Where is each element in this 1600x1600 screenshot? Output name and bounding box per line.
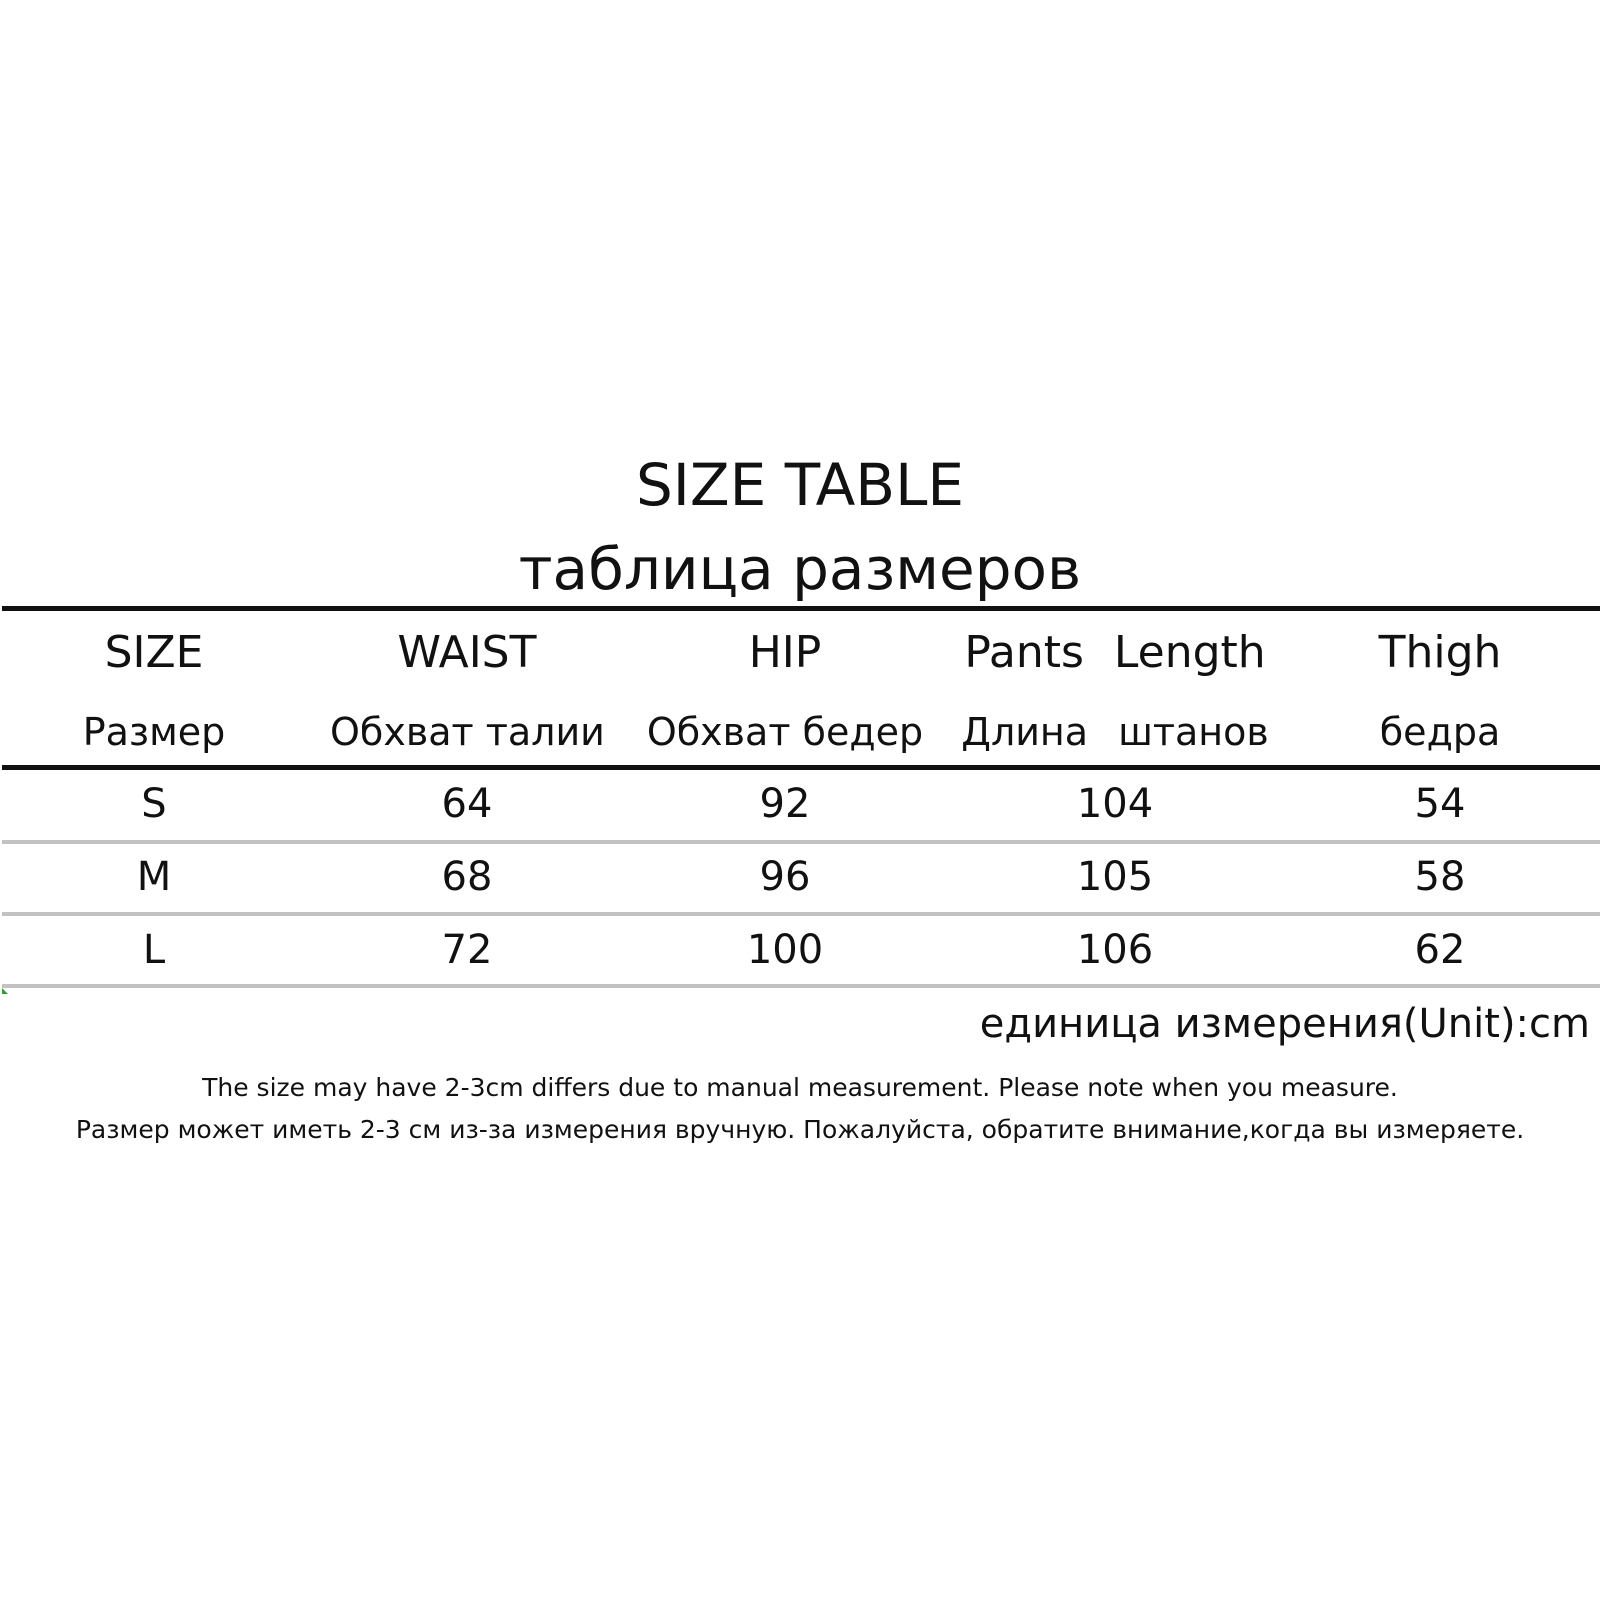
header-shtanov-word: штанов [1118,710,1269,754]
header-bottom-rule [2,765,1600,770]
header-pants-length-en [956,627,1274,679]
table-bottom-rule [2,984,1600,988]
note-russian: Размер может иметь 2-3 см из-за измерения вручную. Пожалуйста, обратите внимание,когда вы измеряете. [75,1115,1525,1144]
table-cell-thigh: 62 [1414,927,1466,973]
header-hip-en: HIP [748,627,822,678]
unit-label: единица измерения(Unit):cm [979,1001,1590,1047]
header-dlina-word: Длина [961,710,1089,754]
header-hip-ru: Обхват бедер [646,710,924,754]
table-cell-thigh: 58 [1414,854,1466,900]
row-divider [2,912,1600,916]
table-cell-hip: 100 [746,927,824,973]
table-cell-pants-length: 105 [1076,854,1154,900]
table-cell-waist: 64 [441,781,493,827]
title-english: SIZE TABLE [635,451,965,519]
header-size-en: SIZE [104,627,204,678]
table-cell-size: S [141,781,167,827]
title-russian: таблица размеров [518,535,1082,603]
header-pants-length-ru [956,709,1274,755]
table-cell-waist: 68 [441,854,493,900]
header-thigh-ru: бедра [1379,710,1501,754]
table-cell-size: M [136,854,172,900]
table-cell-thigh: 54 [1414,781,1466,827]
header-waist-en: WAIST [397,627,537,678]
corner-mark [2,988,8,994]
header-size-ru: Размер [82,710,226,754]
header-waist-ru: Обхват талии [330,710,605,754]
table-top-rule [2,606,1600,611]
table-cell-pants-length: 104 [1076,781,1154,827]
header-thigh-en: Thigh [1378,627,1502,678]
table-cell-hip: 92 [759,781,811,827]
header-pants-word: Pants [964,627,1084,678]
table-cell-pants-length: 106 [1076,927,1154,973]
header-length-word: Length [1113,627,1266,678]
table-cell-hip: 96 [759,854,811,900]
row-divider [2,840,1600,844]
note-english: The size may have 2-3cm differs due to manual measurement. Please note when you measure. [202,1073,1398,1102]
table-cell-size: L [142,927,166,973]
table-cell-waist: 72 [441,927,493,973]
